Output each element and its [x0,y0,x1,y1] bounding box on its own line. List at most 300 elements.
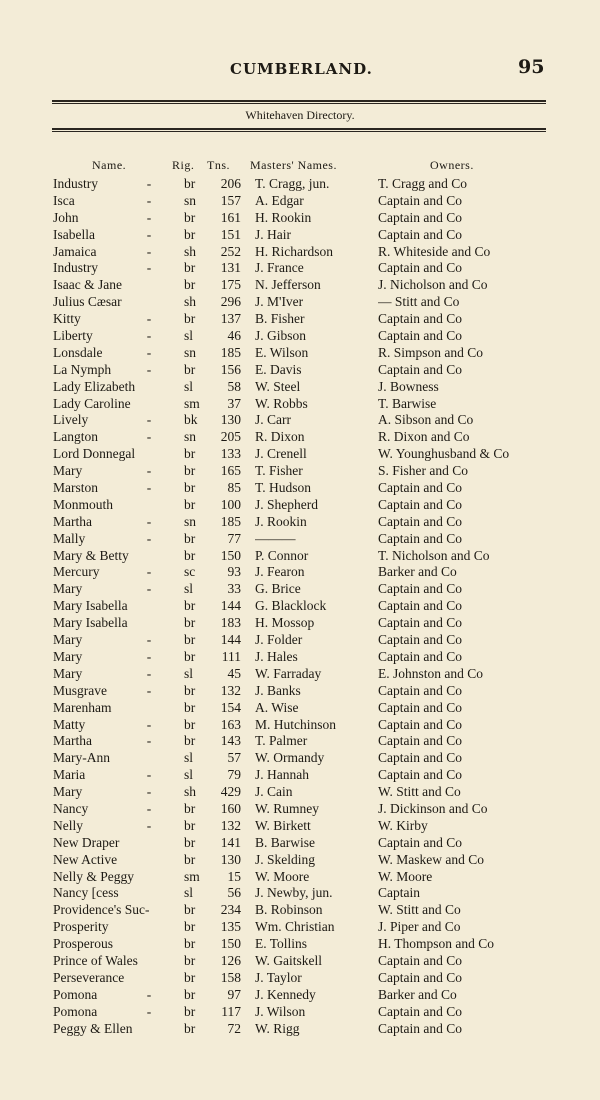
master-name: E. Wilson [255,344,309,360]
table-row [0,429,600,446]
leader-dash: - [146,784,152,800]
tonnage: 132 [220,817,241,833]
ship-name: Marenham [53,699,112,715]
table-row [0,260,600,277]
master-name: N. Jefferson [255,277,321,293]
master-name: J. Carr [255,412,291,428]
leader-dash: - [146,260,152,276]
leader-dash: - [146,328,152,344]
master-name: J. Hair [255,226,291,242]
table-row [0,379,600,396]
tonnage: 132 [220,682,241,698]
rig-type: br [184,936,196,952]
tonnage: 165 [220,463,241,479]
ship-name: Kitty [53,311,81,327]
owner-name: Captain and Co [378,952,462,968]
tonnage: 161 [220,209,241,225]
county-title: CUMBERLAND. [230,60,373,78]
owner-name: Captain and Co [378,209,462,225]
owner-name: Captain and Co [378,513,462,529]
leader-dash: - [146,429,152,445]
owner-name: Captain and Co [378,632,462,648]
leader-dash: - [146,530,152,546]
master-name: W. Farraday [255,665,322,681]
master-name: J. Rookin [255,513,307,529]
rig-type: sm [184,395,200,411]
owner-name: Captain and Co [378,716,462,732]
ship-name: Monmouth [53,496,114,512]
ship-name: La Nymph [53,361,112,377]
table-row [0,632,600,649]
rig-type: br [184,615,196,631]
owner-name: Captain and Co [378,615,462,631]
table-row [0,683,600,700]
rig-type: br [184,176,196,191]
rig-type: bk [184,412,198,428]
owner-name: W. Moore [378,868,433,884]
table-row [0,412,600,429]
master-name: T. Cragg, jun. [255,176,330,191]
rig-type: br [184,547,196,563]
master-name: R. Dixon [255,429,305,445]
master-name: W. Ormandy [255,750,325,766]
master-name: J. Gibson [255,328,307,344]
ship-name: Isca [53,192,75,208]
ship-name: Mary & Betty [53,547,129,563]
owner-name: Barker and Co [378,986,457,1002]
owner-name: Captain and Co [378,733,462,749]
master-name: ——— [255,530,296,546]
tonnage: 175 [220,277,241,293]
master-name: J. Hannah [255,767,309,783]
tonnage: 157 [220,192,241,208]
tonnage: 151 [220,226,241,242]
leader-dash: - [146,480,152,496]
tonnage: 141 [220,834,241,850]
rig-type: br [184,632,196,648]
master-name: H. Richardson [255,243,333,259]
page-number: 95 [518,56,545,78]
owner-name: Captain and Co [378,361,462,377]
ship-name: Isaac & Jane [53,277,122,293]
leader-dash: - [146,767,152,783]
master-name: B. Robinson [255,902,323,918]
leader-dash: - [146,513,152,529]
owner-name: S. Fisher and Co [378,463,469,479]
ship-name: Nancy [53,800,89,816]
master-name: W. Moore [255,868,310,884]
master-name: H. Mossop [255,615,315,631]
table-row [0,244,600,261]
ship-name: Martha [53,513,92,529]
tonnage: 100 [220,496,241,512]
table-row [0,615,600,632]
table-row [0,987,600,1004]
owner-name: Captain and Co [378,834,462,850]
leader-dash: - [146,311,152,327]
master-name: J. Banks [255,682,301,698]
master-name: J. Crenell [255,446,307,462]
col-masters-header: Masters' Names. [250,158,337,172]
bottom-rule [52,128,546,132]
table-row [0,767,600,784]
tonnage: 133 [220,446,241,462]
ship-name: Industry [53,176,98,191]
owner-name: E. Johnston and Co [378,665,484,681]
owner-name: Captain and Co [378,496,462,512]
rig-type: br [184,733,196,749]
rig-type: br [184,277,196,293]
owner-name: R. Dixon and Co [378,429,470,445]
rig-type: br [184,1020,196,1036]
ship-list [0,176,600,1037]
table-row [0,294,600,311]
rig-type: br [184,986,196,1002]
owner-name: J. Nicholson and Co [378,277,488,293]
table-row [0,480,600,497]
master-name: E. Davis [255,361,302,377]
table-row [0,649,600,666]
owner-name: A. Sibson and Co [378,412,474,428]
table-row [0,970,600,987]
leader-dash: - [146,682,152,698]
rig-type: br [184,598,196,614]
tonnage: 79 [227,767,241,783]
owner-name: H. Thompson and Co [378,936,495,952]
leader-dash: - [146,564,152,580]
table-row [0,784,600,801]
rig-type: sm [184,868,200,884]
rig-type: br [184,682,196,698]
master-name: W. Rumney [255,800,319,816]
table-row [0,581,600,598]
owner-name: Captain and Co [378,260,462,276]
col-owners-header: Owners. [430,158,474,172]
table-row [0,497,600,514]
owner-name: Captain and Co [378,767,462,783]
col-tns-header: Tns. [207,158,230,172]
ship-name: Peggy & Ellen [53,1020,133,1036]
table-row [0,311,600,328]
table-row [0,717,600,734]
tonnage: 126 [220,952,241,968]
ship-name: Langton [53,429,98,445]
tonnage: 205 [220,429,241,445]
owner-name: R. Whiteside and Co [378,243,491,259]
rig-type: sl [184,328,194,344]
ship-name: Providence's Suc- [53,902,150,918]
table-row [0,193,600,210]
ship-name: Pomona [53,1003,98,1019]
tonnage: 252 [220,243,241,259]
master-name: P. Connor [255,547,309,563]
table-row [0,227,600,244]
owner-name: J. Dickinson and Co [378,800,488,816]
tonnage: 144 [220,632,241,648]
owner-name: R. Simpson and Co [378,344,484,360]
tonnage: 56 [227,885,241,901]
table-row [0,818,600,835]
ship-name: John [53,209,79,225]
tonnage: 429 [220,784,241,800]
tonnage: 131 [220,260,241,276]
tonnage: 117 [221,1003,241,1019]
master-name: J. Hales [255,648,298,664]
master-name: W. Gaitskell [255,952,322,968]
tonnage: 185 [220,344,241,360]
owner-name: W. Maskew and Co [378,851,484,867]
rig-type: sh [184,243,197,259]
rig-type: sl [184,665,194,681]
rig-type: sn [184,429,197,445]
tonnage: 150 [220,547,241,563]
tonnage: 15 [227,868,241,884]
tonnage: 150 [220,936,241,952]
rig-type: br [184,716,196,732]
rig-type: br [184,817,196,833]
table-row [0,1004,600,1021]
owner-name: Captain and Co [378,311,462,327]
tonnage: 45 [227,665,241,681]
master-name: M. Hutchinson [255,716,336,732]
rig-type: br [184,851,196,867]
rig-type: br [184,496,196,512]
ship-name: Lively [53,412,89,428]
tonnage: 158 [220,969,241,985]
rig-type: br [184,952,196,968]
tonnage: 85 [227,480,241,496]
rig-type: br [184,699,196,715]
leader-dash: - [146,648,152,664]
owner-name: Captain and Co [378,328,462,344]
table-row [0,362,600,379]
master-name: W. Robbs [255,395,308,411]
tonnage: 137 [220,311,241,327]
owner-name: Captain and Co [378,750,462,766]
owner-name: W. Stitt and Co [378,902,461,918]
leader-dash: - [146,665,152,681]
tonnage: 46 [227,328,241,344]
table-row [0,564,600,581]
ship-name: Prosperity [53,919,109,935]
table-row [0,835,600,852]
master-name: J. Wilson [255,1003,306,1019]
tonnage: 144 [220,598,241,614]
rig-type: br [184,834,196,850]
table-row [0,700,600,717]
leader-dash: - [146,632,152,648]
master-name: J. Skelding [255,851,316,867]
rig-type: br [184,648,196,664]
tonnage: 185 [220,513,241,529]
table-row [0,885,600,902]
rig-type: br [184,311,196,327]
table-row [0,936,600,953]
ship-name: Mary-Ann [53,750,110,766]
tonnage: 163 [220,716,241,732]
table-row [0,750,600,767]
rig-type: br [184,209,196,225]
tonnage: 143 [220,733,241,749]
ship-name: Nelly & Peggy [53,868,134,884]
rig-type: sc [184,564,196,580]
ship-name: Maria [53,767,86,783]
owner-name: T. Barwise [378,395,437,411]
rig-type: sh [184,294,197,310]
ship-name: Mally [53,530,86,546]
ship-name: Mary Isabella [53,615,128,631]
rig-type: br [184,446,196,462]
leader-dash: - [146,986,152,1002]
tonnage: 135 [220,919,241,935]
owner-name: J. Bowness [378,378,439,394]
tonnage: 160 [220,800,241,816]
master-name: J. Folder [255,632,303,648]
table-row [0,210,600,227]
leader-dash: - [146,243,152,259]
rig-type: sl [184,581,194,597]
table-row [0,902,600,919]
leader-dash: - [146,361,152,377]
ship-name: Marston [53,480,98,496]
leader-dash: - [146,209,152,225]
tonnage: 93 [227,564,241,580]
rig-type: sl [184,378,194,394]
leader-dash: - [146,716,152,732]
table-row [0,869,600,886]
master-name: T. Fisher [255,463,303,479]
master-name: A. Edgar [255,192,304,208]
master-name: E. Tollins [255,936,308,952]
tonnage: 58 [227,378,241,394]
table-row [0,531,600,548]
ship-name: Pomona [53,986,98,1002]
master-name: B. Barwise [255,834,315,850]
rig-type: br [184,1003,196,1019]
owner-name: J. Piper and Co [378,919,461,935]
table-row [0,446,600,463]
master-name: J. Taylor [255,969,302,985]
tonnage: 72 [227,1020,241,1036]
leader-dash: - [146,344,152,360]
leader-dash: - [146,176,152,191]
page-header [0,56,600,84]
ship-name: Mary Isabella [53,598,128,614]
table-row [0,176,600,193]
tonnage: 296 [220,294,241,310]
table-row [0,345,600,362]
master-name: A. Wise [255,699,299,715]
ship-name: Lord Donnegal [53,446,136,462]
master-name: J. Cain [255,784,293,800]
tonnage: 97 [227,986,241,1002]
owner-name: Captain and Co [378,1003,462,1019]
owner-name: Barker and Co [378,564,457,580]
rig-type: sh [184,784,197,800]
owner-name: Captain and Co [378,1020,462,1036]
rig-type: br [184,480,196,496]
col-rig-header: Rig. [172,158,195,172]
master-name: J. Shepherd [255,496,318,512]
tonnage: 77 [227,530,241,546]
tonnage: 57 [227,750,241,766]
leader-dash: - [146,733,152,749]
master-name: T. Palmer [255,733,308,749]
owner-name: T. Cragg and Co [378,176,467,191]
rig-type: sl [184,767,194,783]
table-row [0,396,600,413]
owner-name: W. Stitt and Co [378,784,461,800]
master-name: H. Rookin [255,209,312,225]
owner-name: Captain [378,885,420,901]
ship-name: Musgrave [53,682,107,698]
master-name: J. France [255,260,304,276]
ship-name: Prince of Wales [53,952,138,968]
rig-type: sl [184,885,194,901]
ship-name: Mary [53,463,83,479]
master-name: J. Newby, jun. [255,885,333,901]
table-row [0,852,600,869]
owner-name: W. Younghusband & Co [378,446,510,462]
tonnage: 183 [220,615,241,631]
tonnage: 234 [220,902,241,918]
ship-name: Mary [53,648,83,664]
master-name: W. Steel [255,378,301,394]
rig-type: sn [184,344,197,360]
rig-type: br [184,226,196,242]
master-name: J. Fearon [255,564,305,580]
ship-name: Mary [53,581,83,597]
ship-name: Nelly [53,817,83,833]
tonnage: 130 [220,412,241,428]
ship-name: Mary [53,784,83,800]
ship-name: Martha [53,733,92,749]
owner-name: Captain and Co [378,699,462,715]
ship-name: Mary [53,632,83,648]
rig-type: br [184,260,196,276]
leader-dash: - [146,581,152,597]
table-row [0,598,600,615]
owner-name: Captain and Co [378,598,462,614]
master-name: Wm. Christian [255,919,335,935]
ship-name: Prosperous [53,936,113,952]
top-rule [52,100,546,104]
ship-name: Jamaica [53,243,97,259]
leader-dash: - [146,800,152,816]
table-row [0,919,600,936]
master-name: G. Blacklock [255,598,327,614]
owner-name: Captain and Co [378,648,462,664]
rig-type: sl [184,750,194,766]
rig-type: br [184,530,196,546]
ship-name: Liberty [53,328,93,344]
table-row [0,1021,600,1038]
ship-name: Industry [53,260,98,276]
owner-name: Captain and Co [378,530,462,546]
owner-name: T. Nicholson and Co [378,547,490,563]
ship-name: New Draper [53,834,120,850]
tonnage: 111 [221,648,241,664]
rig-type: br [184,800,196,816]
tonnage: 156 [220,361,241,377]
leader-dash: - [146,412,152,428]
column-headers [0,158,600,176]
tonnage: 33 [227,581,241,597]
rig-type: br [184,463,196,479]
ship-name: Mary [53,665,83,681]
rig-type: br [184,361,196,377]
rig-type: br [184,902,196,918]
